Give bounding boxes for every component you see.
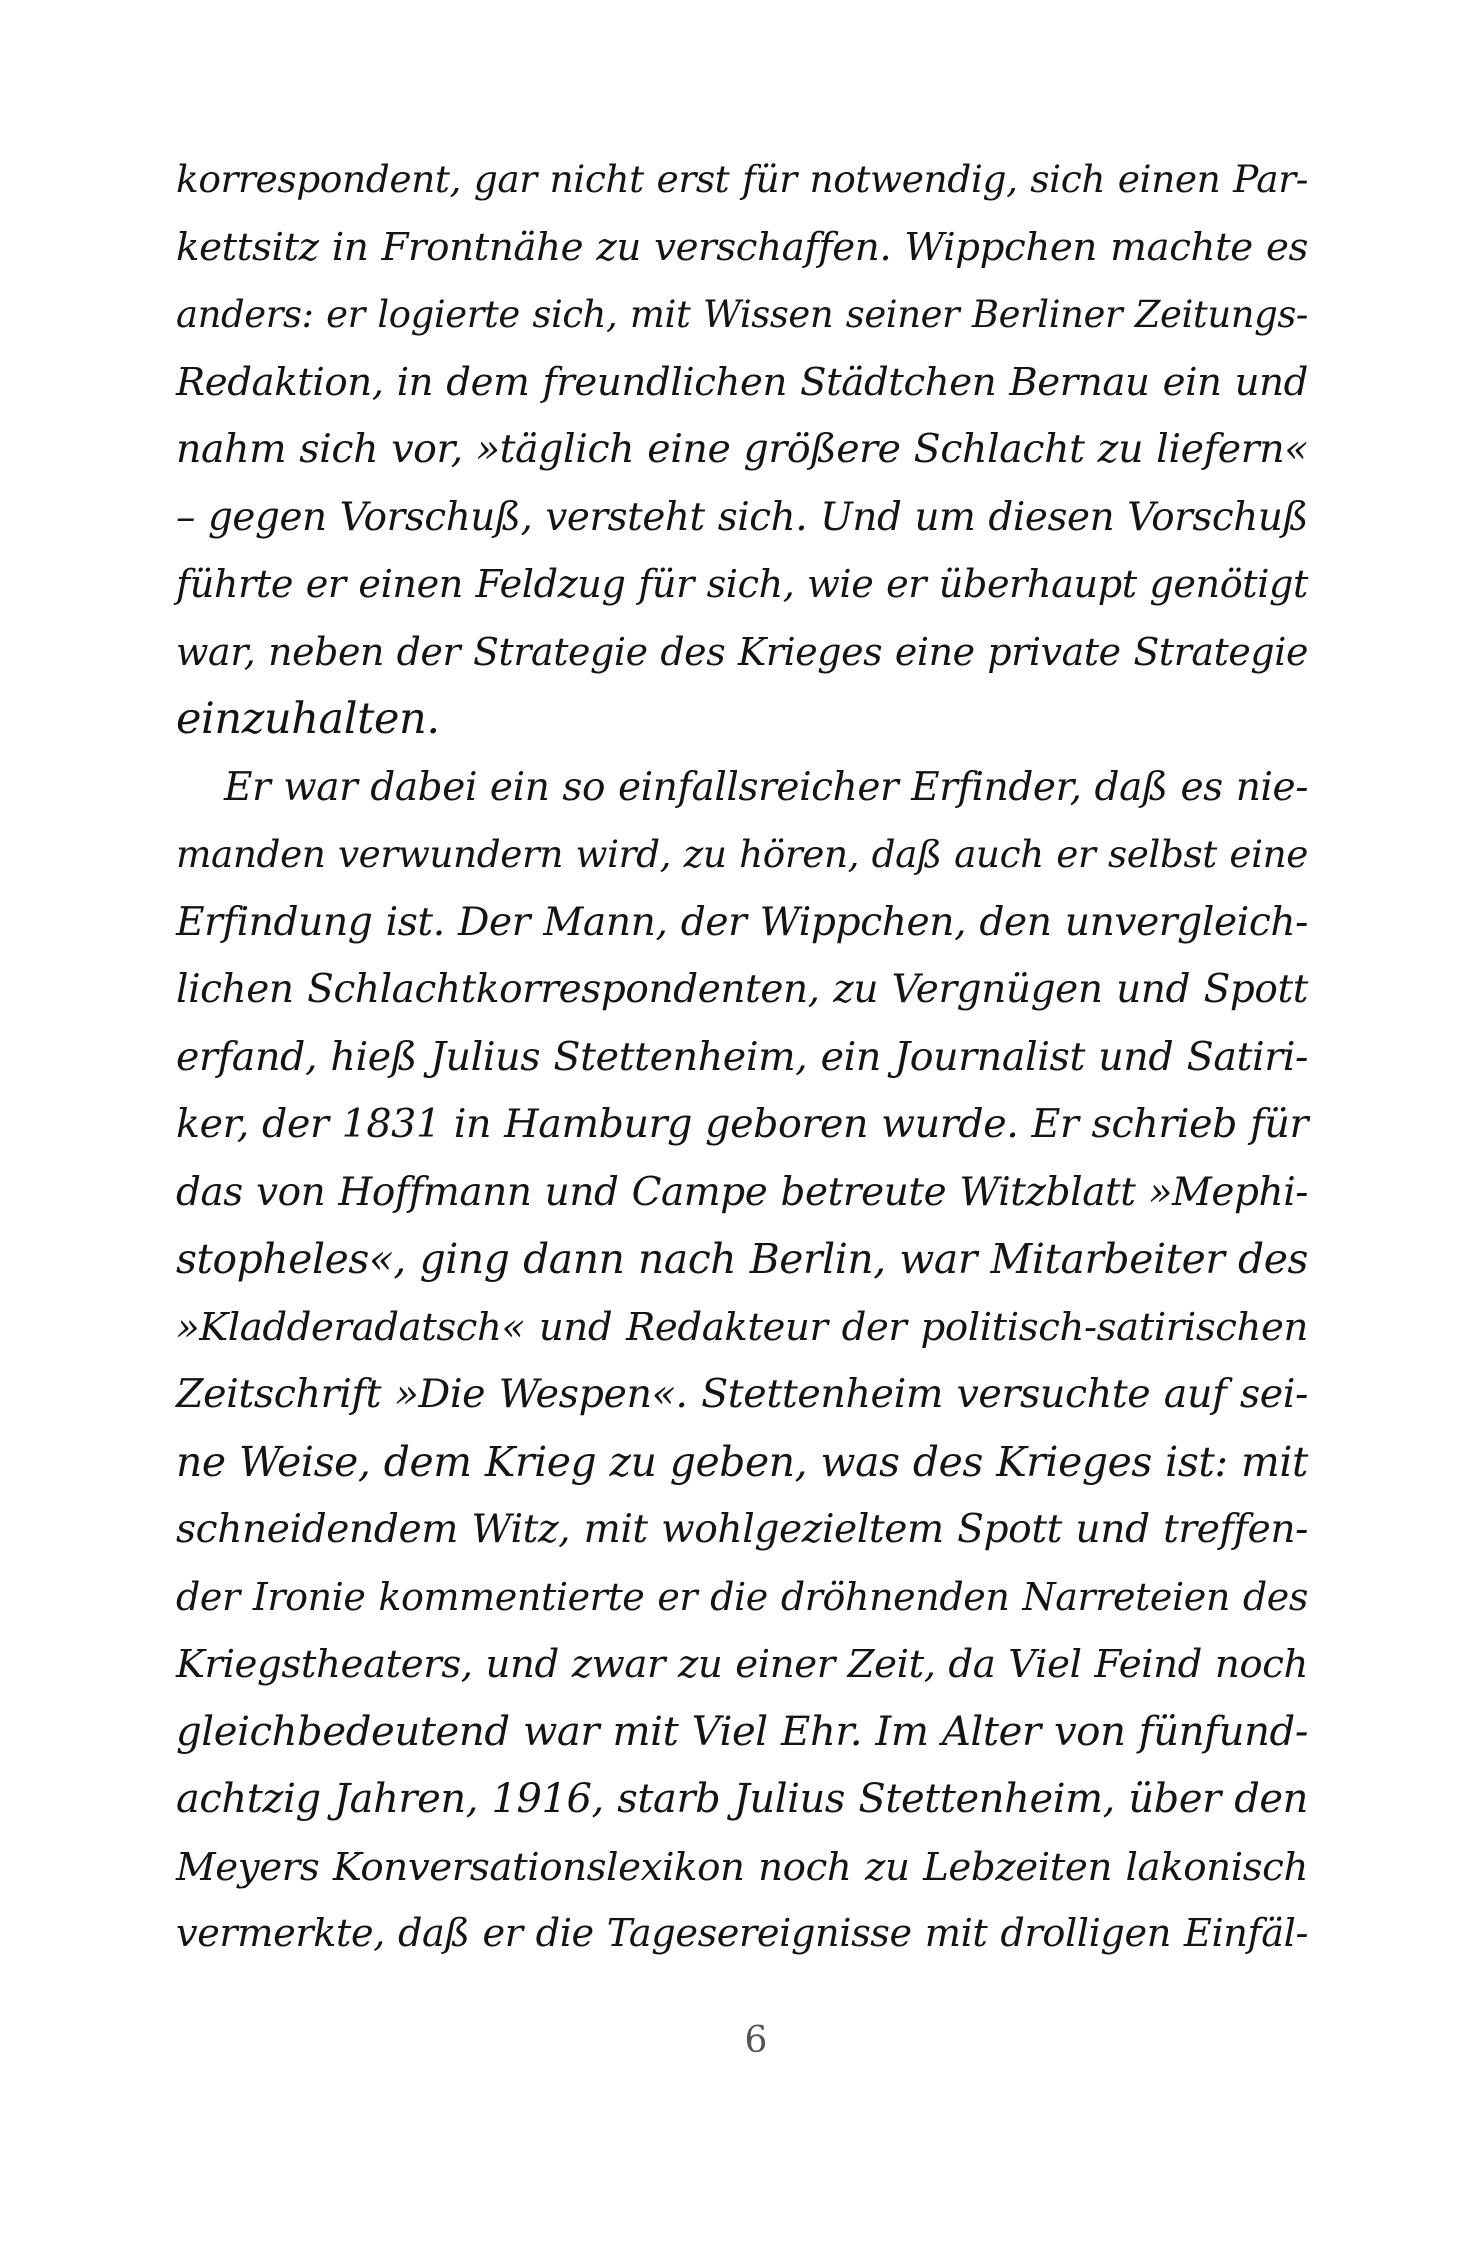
text-line: gleichbedeutend war mit Viel Ehr. Im Alter von fünfund-: [176, 1708, 1308, 1755]
text-line: kettsitz in Frontnähe zu verschaffen. Wippchen machte es: [176, 224, 1308, 270]
text-line: ne Weise, dem Krieg zu geben, was des Krieges ist: mit: [176, 1437, 1308, 1486]
body-text: [176, 146, 1308, 1969]
text-line: war, neben der Strategie des Krieges eine private Strategie: [176, 629, 1308, 674]
text-line: vermerkte, daß er die Tagesereignisse mit drolligen Einfäl-: [176, 1912, 1308, 1956]
text-line: Meyers Konversationslexikon noch zu Lebzeiten lakonisch: [176, 1844, 1308, 1890]
text-line: der Ironie kommentierte er die dröhnenden Narreteien des: [176, 1574, 1308, 1619]
page-number: 6: [744, 2020, 768, 2061]
text-line: anders: er logierte sich, mit Wissen seiner Berliner Zeitungs-: [176, 293, 1308, 336]
paragraph-start-line: Er war dabei ein so einfallsreicher Erfinder, daß es nie-: [224, 764, 1308, 810]
text-line: erfand, hieß Julius Stettenheim, ein Journalist und Satiri-: [176, 1033, 1308, 1080]
text-line: nahm sich vor, »täglich eine größere Schlacht zu liefern«: [176, 426, 1308, 472]
text-line: achtzig Jahren, 1916, starb Julius Stettenheim, über den: [176, 1776, 1308, 1822]
text-line: – gegen Vorschuß, versteht sich. Und um diesen Vorschuß: [176, 494, 1308, 540]
text-line: manden verwundern wird, zu hören, daß auch er selbst eine: [176, 832, 1308, 876]
text-line: Zeitschrift »Die Wespen«. Stettenheim versuchte auf sei-: [176, 1371, 1308, 1417]
paragraph-end-line: einzuhalten.: [176, 694, 440, 744]
text-line: das von Hoffmann und Campe betreute Witzblatt »Mephi-: [176, 1169, 1308, 1215]
text-line: Kriegstheaters, und zwar zu einer Zeit, da Viel Feind noch: [176, 1642, 1308, 1687]
text-line: stopheles«, ging dann nach Berlin, war Mitarbeiter des: [176, 1235, 1308, 1283]
text-line: führte er einen Feldzug für sich, wie er überhaupt genötigt: [176, 562, 1308, 606]
text-line: ker, der 1831 in Hamburg geboren wurde. Er schrieb für: [176, 1101, 1308, 1147]
text-line: schneidendem Witz, mit wohlgezieltem Spott und treffen-: [176, 1507, 1308, 1552]
text-line: Redaktion, in dem freundlichen Städtchen Bernau ein und: [176, 359, 1308, 405]
text-line: lichen Schlachtkorrespondenten, zu Vergnügen und Spott: [176, 967, 1308, 1012]
text-line: korrespondent, gar nicht erst für notwendig, sich einen Par-: [176, 157, 1308, 201]
text-line: »Kladderadatsch« und Redakteur der politisch-satirischen: [176, 1304, 1308, 1350]
text-line: Erfindung ist. Der Mann, der Wippchen, den unvergleich-: [176, 899, 1308, 945]
